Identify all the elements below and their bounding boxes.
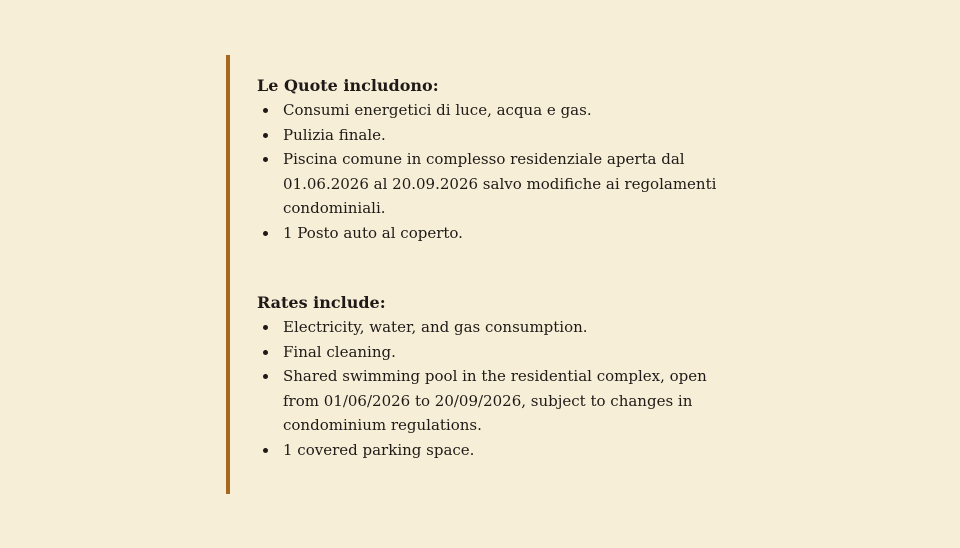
english-inclusions-list [257,315,727,462]
italian-list-item-1 [257,98,727,123]
english-item-text: 1 covered parking space. [283,440,475,459]
bullet-icon [263,374,268,379]
italian-item-text: Pulizia finale. [283,125,386,144]
italian-inclusions-list [257,98,727,245]
italian-list-item-3 [257,147,727,221]
english-section [257,291,727,462]
italian-item-text: Consumi energetici di luce, acqua e gas. [283,101,592,119]
english-item-text: Final cleaning. [283,342,396,361]
english-section-title: Rates include: [257,293,386,312]
accent-bar [226,55,230,494]
english-list-item-4 [257,438,727,463]
bullet-icon [263,231,268,236]
italian-section [257,74,727,245]
english-list-item-3 [257,364,727,438]
bullet-icon [263,157,268,162]
english-list-item-1 [257,315,727,340]
italian-section-title: Le Quote includono: [257,76,439,95]
italian-list-item-4 [257,221,727,246]
italian-item-text: Piscina comune in complesso residenziale aperta dal 01.06.2026 al 20.09.2026 salvo modifiche ai regolamenti condominiali. [283,150,717,217]
italian-item-text: 1 Posto auto al coperto. [283,223,463,242]
bullet-icon [263,448,268,453]
bullet-icon [263,133,268,138]
italian-list-item-2 [257,123,727,148]
bullet-icon [263,325,268,330]
bullet-icon [263,350,268,355]
english-list-item-2 [257,340,727,365]
english-item-text: Shared swimming pool in the residential complex, open from 01/06/2026 to 20/09/2026, subject to changes in condominium regulations. [283,367,707,434]
bullet-icon [263,108,268,113]
rates-content [257,74,727,462]
english-item-text: Electricity, water, and gas consumption. [283,318,588,336]
